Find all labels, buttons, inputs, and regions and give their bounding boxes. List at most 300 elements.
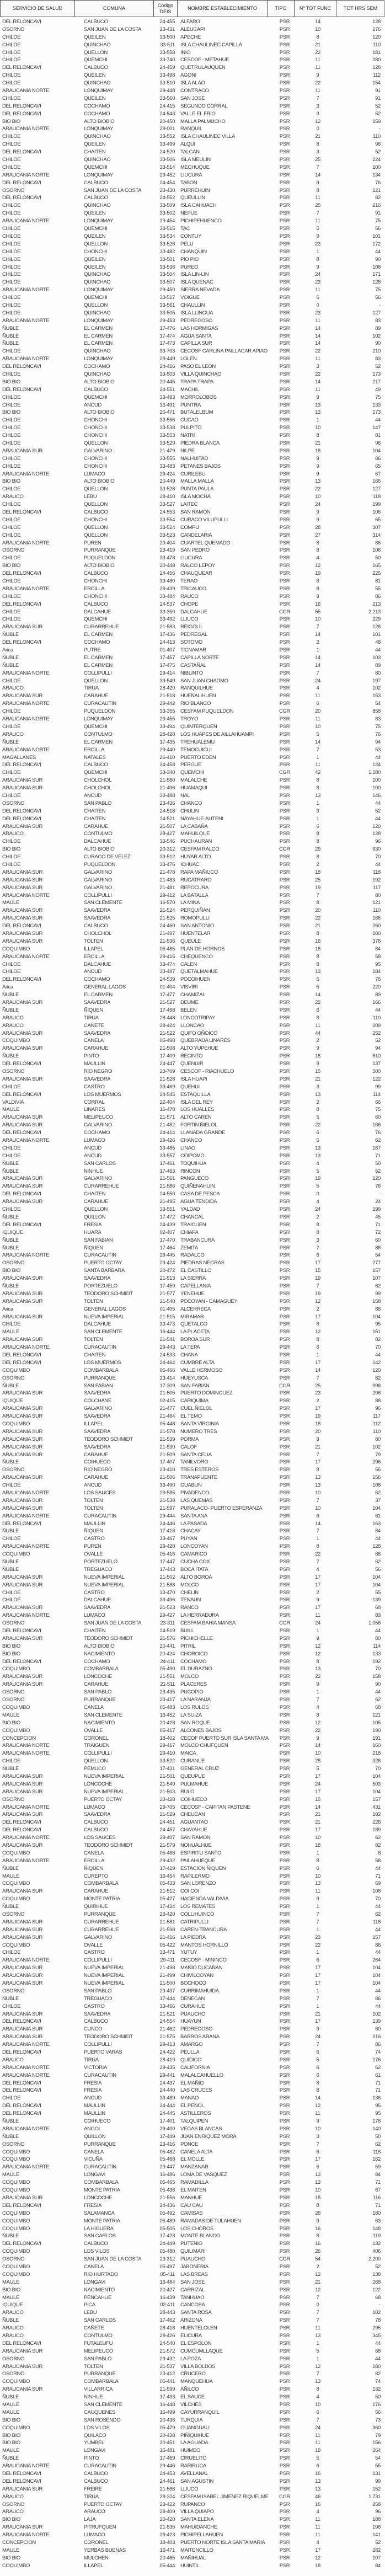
cell-servicio: CHILOE [2, 157, 21, 163]
cell-hrs: 55 [375, 2463, 381, 2470]
table-row [0, 2279, 385, 2286]
cell-comuna: CARAHUE [84, 1888, 109, 1895]
cell-tipo: PSR [279, 2386, 290, 2393]
cell-servicio: ARAUCANIA SUR [2, 1451, 43, 1458]
cell-codigo: 05-422 [159, 1942, 175, 1948]
cell-func: 2 [316, 2263, 319, 2270]
cell-tipo: PSR [279, 256, 290, 263]
cell-servicio: ARAUCANIA SUR [2, 1934, 43, 1941]
cell-servicio: ARAUCANIA SUR [2, 1275, 43, 1282]
cell-nombre: AGUA TENDIDA [180, 1199, 217, 1205]
cell-comuna: NACIMIENTO [84, 2286, 115, 2293]
table-row [0, 2248, 385, 2256]
cell-nombre: MALLA MALLA [180, 478, 214, 485]
cell-comuna: CURACAUTIN [84, 1252, 116, 1259]
cell-tipo: PSR [279, 984, 290, 991]
cell-nombre: ALTO BOROA [180, 1574, 212, 1580]
cell-nombre: PICHIPEHUENCO [180, 218, 222, 225]
cell-hrs: 96 [375, 440, 381, 446]
cell-nombre: CUCHA COX [180, 1559, 210, 1565]
table-row [0, 2102, 385, 2110]
cell-comuna: LOS MUERMOS [84, 1091, 121, 1098]
cell-codigo: 21-581 [159, 1918, 175, 1925]
cell-servicio: BIO BIO [2, 478, 20, 485]
cell-func: 7 [316, 1497, 319, 1504]
cell-servicio: ÑUBLE [2, 2394, 19, 2401]
cell-hrs: 52 [375, 808, 381, 814]
cell-func: 5 [316, 295, 319, 301]
cell-func: 11 [315, 356, 320, 362]
cell-comuna: MAULLIN [84, 1061, 105, 1067]
cell-func: 13 [315, 2478, 320, 2484]
cell-comuna: MAULLIN [84, 1520, 105, 1527]
table-row [0, 2210, 385, 2217]
cell-tipo: PSR [279, 2317, 290, 2324]
cell-servicio: CHILOE [2, 371, 21, 377]
cell-tipo: PSR [279, 2447, 290, 2454]
cell-servicio: COQUIMBO [2, 1367, 30, 1373]
cell-hrs: 120 [372, 34, 381, 40]
cell-codigo: 02-415 [159, 1398, 175, 1404]
cell-tipo: PSR [279, 463, 290, 469]
cell-tipo: PSR [279, 1229, 290, 1236]
cell-servicio: DEL RELONCAVI [2, 2241, 41, 2247]
cell-tipo: PSR [279, 1827, 290, 1834]
cell-comuna: TIRUA [84, 2056, 99, 2063]
cell-codigo: 05-436 [159, 2187, 175, 2194]
cell-servicio: COQUIMBO [2, 2379, 30, 2385]
cell-hrs: 104 [372, 1980, 381, 1986]
cell-codigo: 23-436 [159, 800, 175, 806]
cell-comuna: PUQUELDON [84, 861, 116, 868]
cell-tipo: PSR [279, 1145, 290, 1151]
cell-codigo: 28-448 [159, 1014, 175, 1021]
cell-comuna: SAN PABLO [84, 800, 111, 806]
cell-nombre: PERQUIÑAN [180, 907, 210, 914]
cell-servicio: BIO BIO [2, 1650, 20, 1657]
cell-servicio: CHILOE [2, 72, 21, 79]
cell-codigo: 05-416 [159, 1551, 175, 1558]
cell-tipo: PSR [279, 624, 290, 630]
cell-func: 6 [316, 2463, 319, 2470]
table-row [0, 1643, 385, 1650]
cell-comuna: QUELLON [84, 49, 108, 56]
cell-servicio: ARAUCANIA NORTE [2, 670, 50, 676]
cell-servicio: ARAUCANIA SUR [2, 1428, 43, 1435]
cell-hrs: 134 [372, 172, 381, 178]
cell-func: 8 [316, 2386, 319, 2393]
cell-tipo: CGR [279, 608, 291, 615]
cell-hrs: 44 [375, 248, 381, 255]
cell-comuna: FRESIA [84, 2202, 102, 2209]
table-row [0, 2187, 385, 2194]
cell-hrs: 114 [372, 1643, 381, 1649]
cell-servicio: COQUIMBO [2, 2187, 30, 2194]
cell-hrs: 80 [375, 1436, 381, 1442]
cell-codigo: 29-412 [159, 892, 175, 899]
cell-func: 3 [316, 808, 319, 814]
cell-func: 1 [316, 1689, 319, 1696]
cell-nombre: HUEÑALIHUEN [180, 693, 216, 699]
cell-comuna: QUILLON [84, 1214, 106, 1220]
table-row [0, 1811, 385, 1819]
table-row [0, 685, 385, 692]
table-row [0, 1436, 385, 1444]
table-row [0, 2149, 385, 2156]
table-row [0, 784, 385, 792]
cell-nombre: CHANCAL [180, 1214, 204, 1220]
cell-func: 1 [316, 754, 319, 761]
cell-hrs: 119 [372, 2233, 381, 2240]
table-row [0, 2340, 385, 2348]
cell-codigo: 05-444 [159, 2562, 175, 2569]
cell-nombre: PUCOPIO [180, 1689, 204, 1696]
cell-comuna: CHAITEN [84, 1628, 106, 1634]
cell-func: 8 [316, 900, 319, 906]
cell-func: 7 [316, 1282, 319, 1289]
cell-codigo: 24-445 [159, 2110, 175, 2117]
cell-tipo: PSR [279, 2064, 290, 2071]
header-nombre: NOMBRE ESTABLECIMIENTO [177, 1, 267, 17]
cell-comuna: SAN CLEMENTE [84, 1329, 122, 1335]
table-row [0, 2141, 385, 2149]
cell-tipo: PSR [279, 555, 290, 562]
cell-servicio: CHILOE [2, 80, 21, 87]
cell-comuna: CALBUCO [84, 2241, 108, 2247]
cell-nombre: ALCERRECA [180, 1306, 211, 1312]
cell-func: 13 [315, 409, 320, 416]
cell-nombre: COLLIHUINCO [180, 1911, 215, 1917]
table-row [0, 2003, 385, 2011]
cell-func: 18 [315, 2562, 320, 2569]
cell-codigo: 29-441 [159, 2072, 175, 2078]
cell-tipo: PSR [279, 616, 290, 623]
table-row [0, 2194, 385, 2202]
cell-codigo: 17-474 [159, 333, 175, 339]
cell-tipo: PSR [279, 1819, 290, 1826]
cell-servicio: ÑUBLE [2, 1865, 19, 1872]
cell-tipo: PSR [279, 1467, 290, 1473]
cell-hrs: 84 [375, 2172, 381, 2178]
cell-nombre: SAN FABIAN [180, 1382, 210, 1389]
cell-codigo: 20-428 [159, 1719, 175, 1726]
cell-tipo: PSR [279, 210, 290, 217]
cell-servicio: DEL RELONCAVI [2, 815, 41, 822]
cell-hrs: 184 [372, 969, 381, 975]
cell-codigo: 24-461 [159, 2478, 175, 2484]
table-row [0, 1527, 385, 1535]
cell-servicio: ÑUBLE [2, 739, 19, 745]
cell-comuna: ALTO BIOBIO [84, 563, 115, 569]
table-row [0, 578, 385, 585]
cell-codigo: 29-446 [159, 2463, 175, 2470]
cell-hrs: 280 [372, 57, 381, 63]
cell-tipo: PSR [279, 976, 290, 983]
cell-hrs: 128 [372, 1543, 381, 1550]
cell-hrs: 68 [375, 1605, 381, 1611]
cell-nombre: TALCAN [180, 149, 200, 156]
table-row [0, 869, 385, 877]
cell-tipo: PSR [279, 1520, 290, 1527]
cell-servicio: CHILOE [2, 302, 21, 308]
cell-tipo: PSR [279, 1880, 290, 1887]
cell-func: 7 [316, 210, 319, 217]
cell-func: 1 [316, 2003, 319, 2010]
cell-tipo: PSR [279, 647, 290, 654]
cell-hrs: 104 [372, 1965, 381, 1971]
cell-tipo: PSR [279, 1160, 290, 1167]
cell-servicio: DEL RELONCAVI [2, 179, 41, 186]
cell-comuna: CORRAL [84, 1099, 105, 1105]
cell-hrs: 159 [372, 118, 381, 125]
cell-hrs: 229 [372, 616, 381, 623]
cell-nombre: NIBLINTO [180, 670, 203, 676]
cell-servicio: CHILOE [2, 402, 21, 408]
cell-servicio: ARAUCANIA SUR [2, 624, 43, 630]
cell-tipo: PSR [279, 2340, 290, 2347]
table-row [0, 1796, 385, 1804]
cell-hrs: 132 [372, 2386, 381, 2393]
cell-hrs: 264 [372, 2447, 381, 2454]
cell-hrs: - [379, 1191, 381, 1198]
cell-codigo: 20-449 [159, 478, 175, 485]
cell-codigo: 05-466 [159, 1367, 175, 1373]
cell-servicio: OSORNO [2, 800, 25, 806]
cell-func: 6 [316, 1865, 319, 1872]
cell-func: 4 [316, 2509, 319, 2515]
cell-hrs: 70 [375, 1896, 381, 1902]
cell-func: 5 [316, 2348, 319, 2354]
cell-func: 3 [316, 1237, 319, 1243]
cell-comuna: SAN CLEMENTE [84, 2401, 122, 2408]
cell-codigo: 24-444 [159, 2103, 175, 2109]
cell-hrs: 95 [375, 2103, 381, 2109]
cell-nombre: CHEQUENCO [180, 953, 213, 960]
cell-func: 19 [315, 1175, 320, 1182]
cell-comuna: OVALLE [84, 1942, 103, 1948]
cell-codigo: 05-492 [159, 2210, 175, 2216]
cell-codigo: 21-499 [159, 1973, 175, 1979]
cell-hrs: 44 [375, 1904, 381, 1910]
table-row [0, 953, 385, 961]
cell-comuna: PORTEZUELO [84, 1282, 117, 1289]
table-row [0, 593, 385, 601]
cell-nombre: CONTRACO [180, 88, 209, 94]
table-row [0, 884, 385, 892]
cell-tipo: PSR [279, 2394, 290, 2401]
cell-nombre: LOMA DE VASQUEZ [180, 2172, 227, 2178]
cell-nombre: MECHUQUE [180, 164, 210, 170]
cell-codigo: 21-507 [159, 823, 175, 830]
cell-codigo: 21-498 [159, 1965, 175, 1971]
cell-func: 8 [316, 34, 319, 40]
cell-comuna: QUEMCHI [84, 226, 108, 232]
cell-servicio: DEL RELONCAVI [2, 2110, 41, 2117]
table-row [0, 2455, 385, 2462]
cell-func: 2 [316, 1214, 319, 1220]
cell-nombre: CALIFORNIA [180, 2064, 210, 2071]
cell-hrs: 50 [375, 2133, 381, 2140]
cell-codigo: 24-416 [159, 364, 175, 370]
cell-tipo: PSR [279, 938, 290, 944]
cell-comuna: QUEMCHI [84, 769, 108, 776]
cell-nombre: LA TEPA [180, 1344, 200, 1351]
table-row [0, 1857, 385, 1865]
cell-func: 16 [315, 938, 320, 944]
cell-comuna: NUEVA IMPERIAL [84, 1574, 125, 1580]
cell-tipo: PSR [279, 264, 290, 270]
cell-func: 14 [315, 378, 320, 385]
cell-func: 7 [316, 892, 319, 899]
cell-comuna: COMBARBALA [84, 1880, 119, 1887]
cell-nombre: MOLCO CHUFQUEN [180, 1743, 228, 1749]
cell-func: 3 [316, 149, 319, 156]
cell-comuna: COMBARBALA [84, 2179, 119, 2186]
cell-func: 11 [315, 65, 320, 71]
table-row [0, 976, 385, 984]
cell-servicio: ARAUCANIA SUR [2, 1444, 43, 1450]
cell-tipo: PSR [279, 2187, 290, 2194]
cell-hrs: 106 [372, 509, 381, 515]
cell-func: 6 [316, 701, 319, 707]
cell-comuna: SAAVEDRA [84, 2011, 111, 2017]
cell-hrs: 83 [375, 1612, 381, 1619]
cell-codigo: 17-419 [159, 1865, 175, 1872]
cell-comuna: LONGAVI [84, 2172, 106, 2178]
cell-func: 14 [315, 333, 320, 339]
cell-codigo: 24-554 [159, 2018, 175, 2025]
cell-func: 44 [315, 1030, 320, 1036]
cell-comuna: LOS VILOS [84, 2424, 110, 2431]
cell-nombre: MOLCO [180, 1674, 199, 1680]
cell-func: 23 [315, 309, 320, 316]
cell-func: 19 [315, 570, 320, 577]
cell-servicio: ARAUCANIA NORTE [2, 287, 50, 293]
cell-codigo: 24-447 [159, 1061, 175, 1067]
cell-comuna: ÑIQUEN [84, 1244, 103, 1251]
cell-nombre: MALALCAHUELLO [180, 2072, 223, 2078]
cell-comuna: CALBUCO [84, 2471, 108, 2477]
cell-hrs: 62 [375, 1490, 381, 1496]
cell-comuna: LONCOCHE [84, 1674, 113, 1680]
cell-hrs: 124 [372, 762, 381, 768]
cell-hrs: 70 [375, 1344, 381, 1351]
cell-tipo: PSR [279, 141, 290, 148]
cell-tipo: CGR [279, 2493, 291, 2500]
cell-func: 21 [315, 1819, 320, 1826]
cell-hrs: 61 [375, 2072, 381, 2078]
cell-hrs: 112 [372, 1420, 381, 1427]
cell-func: 7 [316, 1375, 319, 1381]
table-row [0, 2240, 385, 2248]
cell-func: 8 [316, 1712, 319, 1718]
table-row [0, 1604, 385, 1612]
cell-func: 7 [316, 624, 319, 630]
cell-comuna: CALBUCO [84, 1819, 108, 1826]
cell-comuna: CAÑETE [84, 2325, 104, 2332]
cell-hrs: 84 [375, 2562, 381, 2569]
cell-codigo: 21-538 [159, 1497, 175, 1504]
cell-tipo: PSR [279, 271, 290, 278]
cell-nombre: PURALACO- PUERTO ESPERANZA [180, 1505, 263, 1511]
cell-comuna: CHONCHI [84, 593, 107, 600]
cell-codigo: 28-424 [159, 1022, 175, 1029]
cell-codigo: 33-478 [159, 555, 175, 562]
cell-nombre: QUEMCHI [180, 769, 204, 776]
cell-hrs: - [379, 2302, 381, 2308]
table-row [0, 194, 385, 202]
cell-func: 5 [316, 226, 319, 232]
cell-hrs: 54 [375, 2455, 381, 2462]
cell-servicio: ARAUCANIA NORTE [2, 2072, 50, 2078]
table-row [0, 1129, 385, 1137]
cell-tipo: PSR [279, 578, 290, 585]
cell-codigo: 22-404 [159, 1099, 175, 1105]
cell-nombre: TROYO [180, 716, 199, 723]
cell-servicio: COQUIMBO [2, 2156, 30, 2163]
cell-codigo: 33-487 [159, 969, 175, 975]
cell-tipo: PSR [279, 1413, 290, 1420]
cell-hrs: 114 [372, 1091, 381, 1098]
cell-codigo: 21-588 [159, 1581, 175, 1588]
cell-servicio: ARAUCANIA SUR [2, 693, 43, 699]
cell-hrs: 44 [375, 815, 381, 822]
cell-servicio: IQUIQUE [2, 2302, 23, 2308]
cell-tipo: PSR [279, 1888, 290, 1895]
cell-nombre: CAPILLA NORTE [180, 654, 219, 661]
cell-comuna: PUREN [84, 539, 101, 546]
cell-comuna: CAUQUENES [84, 2409, 116, 2415]
cell-tipo: PSR [279, 417, 290, 424]
cell-tipo: PSR [279, 110, 290, 117]
cell-comuna: EL CARMEN [84, 632, 113, 638]
cell-nombre: MAÑIO DUCAÑAN [180, 1965, 223, 1971]
cell-servicio: ARAUCANIA SUR [2, 2034, 43, 2040]
cell-func: 9 [316, 516, 319, 523]
cell-func: 1 [316, 2355, 319, 2362]
table-row [0, 731, 385, 739]
table-row [0, 1895, 385, 1903]
table-row [0, 2501, 385, 2509]
cell-servicio: CHILOE [2, 1536, 21, 1542]
table-row [0, 938, 385, 945]
table-row [0, 378, 385, 386]
cell-nombre: LAS QUEMAS [180, 1497, 213, 1504]
cell-codigo: 17-433 [159, 2394, 175, 2401]
cell-servicio: ARAUCANIA SUR [2, 2194, 43, 2201]
cell-tipo: PSR [279, 1183, 290, 1190]
cell-func: 23 [315, 1390, 320, 1397]
cell-func: 4 [316, 2394, 319, 2401]
cell-nombre: NUMERO TRES [180, 1428, 217, 1435]
cell-servicio: ARAUCANIA SUR [2, 1918, 43, 1925]
cell-hrs: 610 [372, 1053, 381, 1060]
cell-comuna: PUERTO OCTAY [84, 1796, 122, 1803]
cell-servicio: CHILOE [2, 264, 21, 270]
cell-func: 11 [315, 218, 320, 225]
cell-comuna: QUINCHAO [84, 271, 111, 278]
cell-func: 21 [315, 440, 320, 446]
cell-hrs: 166 [372, 1122, 381, 1129]
table-row [0, 340, 385, 348]
cell-codigo: 33-340 [159, 769, 175, 776]
cell-hrs: 108 [372, 1482, 381, 1489]
cell-codigo: 33-552 [159, 133, 175, 140]
cell-tipo: PSR [279, 471, 290, 477]
cell-hrs: 44 [375, 1351, 381, 1358]
cell-func: 11 [315, 2524, 320, 2531]
cell-comuna: QUINCHAO [84, 157, 111, 163]
